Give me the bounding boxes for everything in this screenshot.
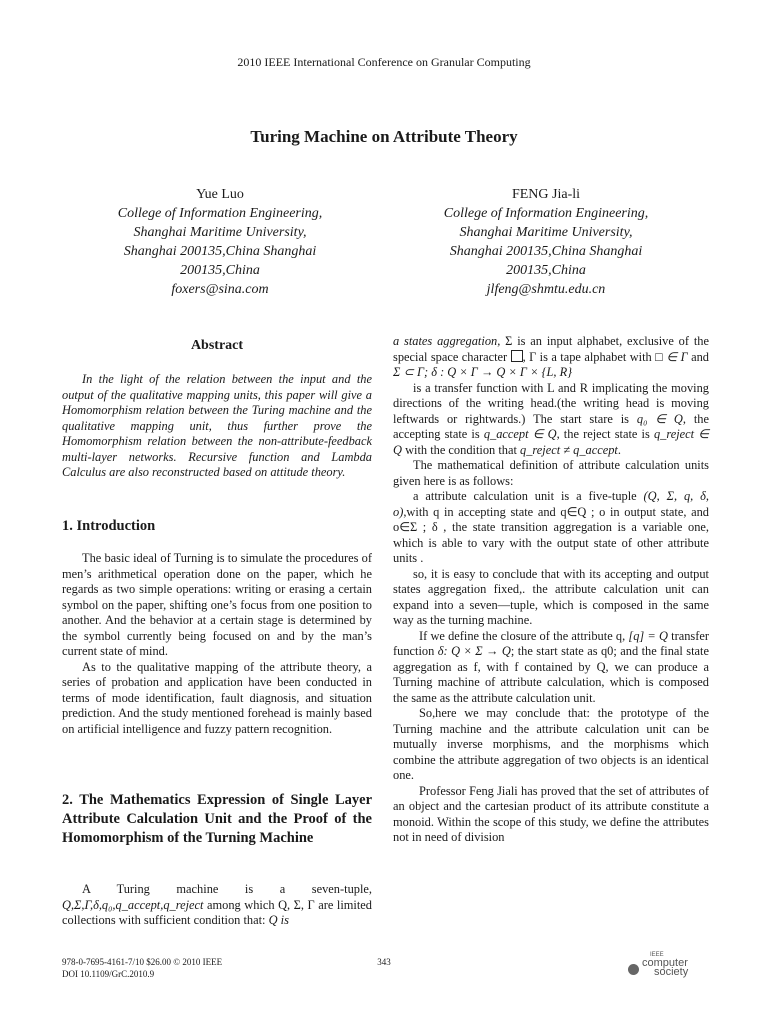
author-block-1 bbox=[60, 185, 380, 299]
text-run: transfer function bbox=[393, 628, 709, 658]
paragraph: The basic ideal of Turning is to simulate the procedures of men’s arithmetical operation done on the paper, which he regards as two simple operations: writing or erasing a certain symbol on the paper, shifting one’s focus from one position to another. And the behavior at a certain stage is determined by the symbol currently being focused on and by the man’s current state of mind. bbox=[62, 551, 372, 658]
formula: □ ∈ Γ bbox=[655, 349, 688, 364]
ieee-computer-society-logo bbox=[628, 952, 708, 978]
author-email: foxers@sina.com bbox=[171, 282, 269, 297]
logo-text: IEEE bbox=[650, 952, 664, 958]
formula: q_reject ≠ q_accept bbox=[520, 442, 618, 457]
abstract-heading: Abstract bbox=[190, 338, 244, 353]
text-run: , Γ is a tape alphabet with bbox=[522, 349, 652, 364]
author-affiliation: College of Information Engineering, bbox=[117, 206, 323, 221]
paragraph: is a transfer function with L and R implicating the moving directions of the writing head.(the writing head is moving leftwards or rightwards.) The start stare is q₀ ∈ Q, the accepting state is q_accept ∈ Q, the reject state is q_reject ∈ Q with the condition that q_reject ≠ q_accept. bbox=[393, 380, 710, 457]
text-run: a states aggregation, bbox=[393, 334, 501, 348]
footer-doi: DOI 10.1109/GrC.2010.9 bbox=[62, 969, 155, 979]
abstract-text: In the light of the relation between the input and the output of the qualitative mapping units, this paper will give a Homomorphism relation between the Turing machine and the qualitative mapping unit, thus further prove the Homomorphism relation between the non-attribute-feedback multi-layer networks. Recursive function and Lambda Calculus are also reconstructed based on attitude theory. bbox=[62, 372, 372, 479]
author-affiliation: Shanghai 200135,China Shanghai bbox=[123, 244, 317, 259]
author-affiliation: Shanghai 200135,China Shanghai bbox=[449, 244, 643, 259]
text-run: and bbox=[691, 349, 709, 364]
text-run: Q is bbox=[268, 913, 289, 927]
conference-header: 2010 IEEE International Conference on Granular Computing bbox=[237, 55, 531, 69]
page-number: 343 bbox=[377, 957, 391, 967]
text-run: o in output state, and o∈Σ ; δ , the state transition aggregation is a variable one, which is able to vary with the output state of other attribute units . bbox=[393, 504, 709, 565]
sec2-text bbox=[62, 882, 372, 929]
right-column bbox=[393, 334, 709, 846]
formula: q_reject ∈ Q bbox=[393, 427, 710, 457]
paragraph bbox=[62, 882, 372, 929]
paragraph: So,here we may conclude that: the prototype of the Turning machine and the attribute calculation unit can be mutually inverse morphisms, and the morphisms which combine the attribute aggregation of two objects is an identical one. bbox=[393, 706, 709, 782]
author-block-2 bbox=[386, 185, 706, 299]
footer-isbn: 978-0-7695-4161-7/10 $26.00 © 2010 IEEE bbox=[62, 957, 223, 967]
text-run: A Turing machine is a seven-tuple, bbox=[82, 882, 372, 896]
text-run: ; the start state as q0; and the final state aggregation as f, with f contained by Q, we can produce a Turning machine of attribute calculation, which is composed the same as the attribute calculation unit. bbox=[393, 644, 710, 705]
text-run: a attribute calculation unit is a five-tuple bbox=[413, 489, 637, 503]
formula: δ: Q × Σ → Q bbox=[437, 644, 511, 658]
formula: (Q, Σ, q, δ, o) bbox=[393, 489, 709, 519]
text-run: with the condition that bbox=[405, 442, 517, 457]
author-affiliation: Shanghai Maritime University, bbox=[133, 225, 307, 240]
author-affiliation: College of Information Engineering, bbox=[443, 206, 649, 221]
text-run: Σ is an input alphabet, exclusive of the special space character bbox=[393, 334, 709, 364]
author-affiliation: Shanghai Maritime University, bbox=[459, 225, 633, 240]
globe-icon bbox=[628, 961, 639, 979]
text-run: The start stare is bbox=[533, 411, 629, 426]
formula: q₀ ∈ Q bbox=[636, 411, 683, 426]
paragraph bbox=[393, 489, 709, 567]
text-run: is a transfer function with L and R implicating the moving directions of the writing head.(the writing head is moving leftwards or rightwards.) bbox=[393, 380, 709, 426]
text-run: , the reject state is bbox=[556, 427, 650, 441]
text-run: ,with q in accepting state and q∈Q ; bbox=[403, 504, 595, 519]
author-name: Yue Luo bbox=[196, 187, 244, 202]
author-affiliation: 200135,China bbox=[506, 263, 586, 278]
intro-text bbox=[62, 551, 372, 737]
author-email: jlfeng@shmtu.edu.cn bbox=[486, 282, 606, 297]
text-run: If we define the closure of the attribute q, bbox=[419, 628, 626, 643]
author-affiliation: 200135,China bbox=[180, 263, 260, 278]
paragraph bbox=[393, 629, 709, 707]
formula: [q] = Q bbox=[628, 628, 668, 643]
blank-square-icon bbox=[511, 350, 523, 362]
formula: q_accept ∈ Q bbox=[483, 427, 557, 441]
paragraph: so, it is easy to conclude that with its accepting and output states aggregation fixed,. the attribute calculation unit can expand into a seven—tuple, which is composed in the same way as the turning machine. bbox=[393, 566, 709, 627]
formula: Σ ⊂ Γ; δ : Q × Γ → Q × Γ × {L, R} bbox=[393, 365, 573, 379]
logo-text: computer bbox=[642, 957, 688, 969]
section-heading-2: 2. The Mathematics Expression of Single Layer Attribute Calculation Unit and the Proof of the Homomorphism of the Turning Machine bbox=[62, 792, 372, 846]
author-name: FENG Jia-li bbox=[511, 187, 581, 202]
formula: Q,Σ,Γ,δ,q₀,q_accept,q_reject bbox=[62, 897, 204, 912]
section-heading-intro: 1. Introduction bbox=[62, 518, 156, 534]
text-run: , the accepting state is bbox=[393, 411, 710, 441]
paragraph: As to the qualitative mapping of the attribute theory, a series of probation and application have been conducted in terms of mode identification, fault diagnosis, and situation prediction. And the study mentioned forehead is mainly based on artificial intelligence and fuzzy pattern recognition. bbox=[62, 659, 372, 736]
paragraph bbox=[393, 334, 709, 381]
logo-text: society bbox=[654, 966, 689, 978]
text-run: among which Q, Σ, Γ are limited collections with sufficient condition that: bbox=[62, 897, 372, 927]
paragraph: The mathematical definition of attribute calculation units given here is as follows: bbox=[393, 458, 709, 488]
paragraph: Professor Feng Jiali has proved that the set of attributes of an object and the cartesian product of its attribute constitute a monoid. Within the scope of this study, we define the attributes not in need of division bbox=[393, 783, 709, 844]
paper-title: Turing Machine on Attribute Theory bbox=[250, 127, 518, 146]
left-column bbox=[62, 372, 372, 481]
